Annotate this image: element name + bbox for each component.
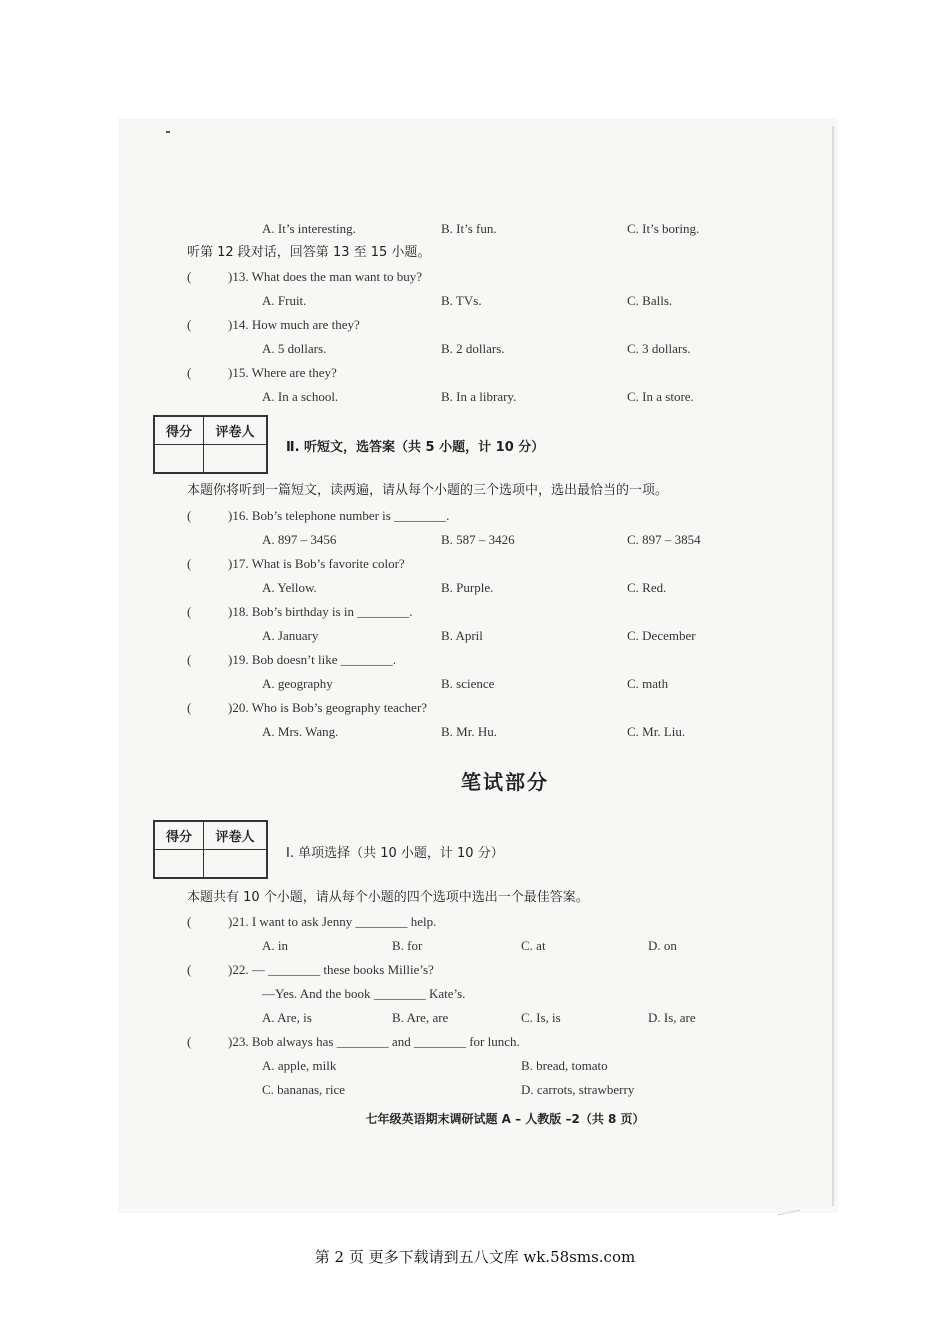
grader-label: 评卷人 <box>204 417 267 445</box>
score-cell[interactable] <box>155 445 204 473</box>
dialog12-intro: 听第 12 段对话，回答第 13 至 15 小题。 <box>187 245 431 260</box>
q12-option-c: C. It’s boring. <box>627 221 700 236</box>
page-footer: 七年级英语期末调研试题 A – 人教版 –2（共 8 页） <box>365 1112 645 1126</box>
q19-option-a: A. geography <box>262 676 333 691</box>
q22-stem: )22. — ________ these books Millie’s? <box>228 962 434 977</box>
q23-option-a: A. apple, milk <box>262 1058 337 1073</box>
q21-option-c: C. at <box>521 938 546 953</box>
q20-option-a: A. Mrs. Wang. <box>262 724 339 739</box>
download-note: 第 2 页 更多下载请到五八文库 wk.58sms.com <box>314 1248 636 1266</box>
answer-paren: ( <box>187 604 192 619</box>
q15-stem: )15. Where are they? <box>228 365 337 380</box>
q22-option-d: D. Is, are <box>648 1010 696 1025</box>
q23-option-c: C. bananas, rice <box>262 1082 346 1097</box>
answer-paren: ( <box>187 365 192 380</box>
q21-option-a: A. in <box>262 938 288 953</box>
score-label: 得分 <box>155 417 204 445</box>
q20-option-c: C. Mr. Liu. <box>627 724 686 739</box>
section2-title: Ⅱ. 听短文，选答案（共 5 小题，计 10 分） <box>286 440 545 455</box>
written-part-heading: 笔试部分 <box>461 770 549 794</box>
q14-option-a: A. 5 dollars. <box>262 341 327 356</box>
score-box <box>153 820 268 879</box>
q13-option-a: A. Fruit. <box>262 293 307 308</box>
q20-option-b: B. Mr. Hu. <box>441 724 497 739</box>
q21-option-d: D. on <box>648 938 677 953</box>
q13-option-b: B. TVs. <box>441 293 482 308</box>
q22-option-c: C. Is, is <box>521 1010 561 1025</box>
q14-option-c: C. 3 dollars. <box>627 341 691 356</box>
section-w1-intro: 本题共有 10 个小题，请从每个小题的四个选项中选出一个最佳答案。 <box>187 890 589 905</box>
q12-option-a: A. It’s interesting. <box>262 221 356 236</box>
q16-option-b: B. 587 – 3426 <box>441 532 515 547</box>
answer-paren: ( <box>187 269 192 284</box>
q14-option-b: B. 2 dollars. <box>441 341 505 356</box>
answer-paren: ( <box>187 1034 192 1049</box>
q22-option-a: A. Are, is <box>262 1010 312 1025</box>
q19-option-c: C. math <box>627 676 669 691</box>
q23-option-b: B. bread, tomato <box>521 1058 608 1073</box>
q21-stem: )21. I want to ask Jenny ________ help. <box>228 914 437 929</box>
scan-speck <box>166 131 170 133</box>
q17-option-c: C. Red. <box>627 580 667 595</box>
q21-option-b: B. for <box>392 938 423 953</box>
answer-paren: ( <box>187 556 192 571</box>
answer-paren: ( <box>187 962 192 977</box>
score-cell[interactable] <box>155 850 204 878</box>
q17-option-b: B. Purple. <box>441 580 494 595</box>
q19-option-b: B. science <box>441 676 495 691</box>
q13-option-c: C. Balls. <box>627 293 673 308</box>
answer-paren: ( <box>187 700 192 715</box>
q18-option-a: A. January <box>262 628 319 643</box>
answer-paren: ( <box>187 508 192 523</box>
q14-stem: )14. How much are they? <box>228 317 360 332</box>
q17-stem: )17. What is Bob’s favorite color? <box>228 556 405 571</box>
q23-option-d: D. carrots, strawberry <box>521 1082 635 1097</box>
scan-edge <box>832 126 834 1206</box>
q22-stem-2: —Yes. And the book ________ Kate’s. <box>262 986 466 1001</box>
answer-paren: ( <box>187 914 192 929</box>
q22-option-b: B. Are, are <box>392 1010 449 1025</box>
q12-option-b: B. It’s fun. <box>441 221 497 236</box>
grader-cell[interactable] <box>204 445 267 473</box>
q19-stem: )19. Bob doesn’t like ________. <box>228 652 397 667</box>
q20-stem: )20. Who is Bob’s geography teacher? <box>228 700 428 715</box>
q18-option-b: B. April <box>441 628 483 643</box>
q18-option-c: C. December <box>627 628 696 643</box>
answer-paren: ( <box>187 317 192 332</box>
section-w1-title: Ⅰ. 单项选择（共 10 小题，计 10 分） <box>286 846 504 861</box>
q16-option-c: C. 897 – 3854 <box>627 532 701 547</box>
q15-option-a: A. In a school. <box>262 389 339 404</box>
score-box <box>153 415 268 474</box>
q23-stem: )23. Bob always has ________ and ________ for lunch. <box>228 1034 520 1049</box>
section2-intro: 本题你将听到一篇短文，读两遍，请从每个小题的三个选项中，选出最恰当的一项。 <box>187 483 669 498</box>
score-label: 得分 <box>155 822 204 850</box>
grader-label: 评卷人 <box>204 822 267 850</box>
q17-option-a: A. Yellow. <box>262 580 317 595</box>
q13-stem: )13. What does the man want to buy? <box>228 269 422 284</box>
q15-option-b: B. In a library. <box>441 389 517 404</box>
answer-paren: ( <box>187 652 192 667</box>
grader-cell[interactable] <box>204 850 267 878</box>
q16-stem: )16. Bob’s telephone number is ________. <box>228 508 450 523</box>
q16-option-a: A. 897 – 3456 <box>262 532 337 547</box>
q18-stem: )18. Bob’s birthday is in ________. <box>228 604 413 619</box>
q15-option-c: C. In a store. <box>627 389 694 404</box>
